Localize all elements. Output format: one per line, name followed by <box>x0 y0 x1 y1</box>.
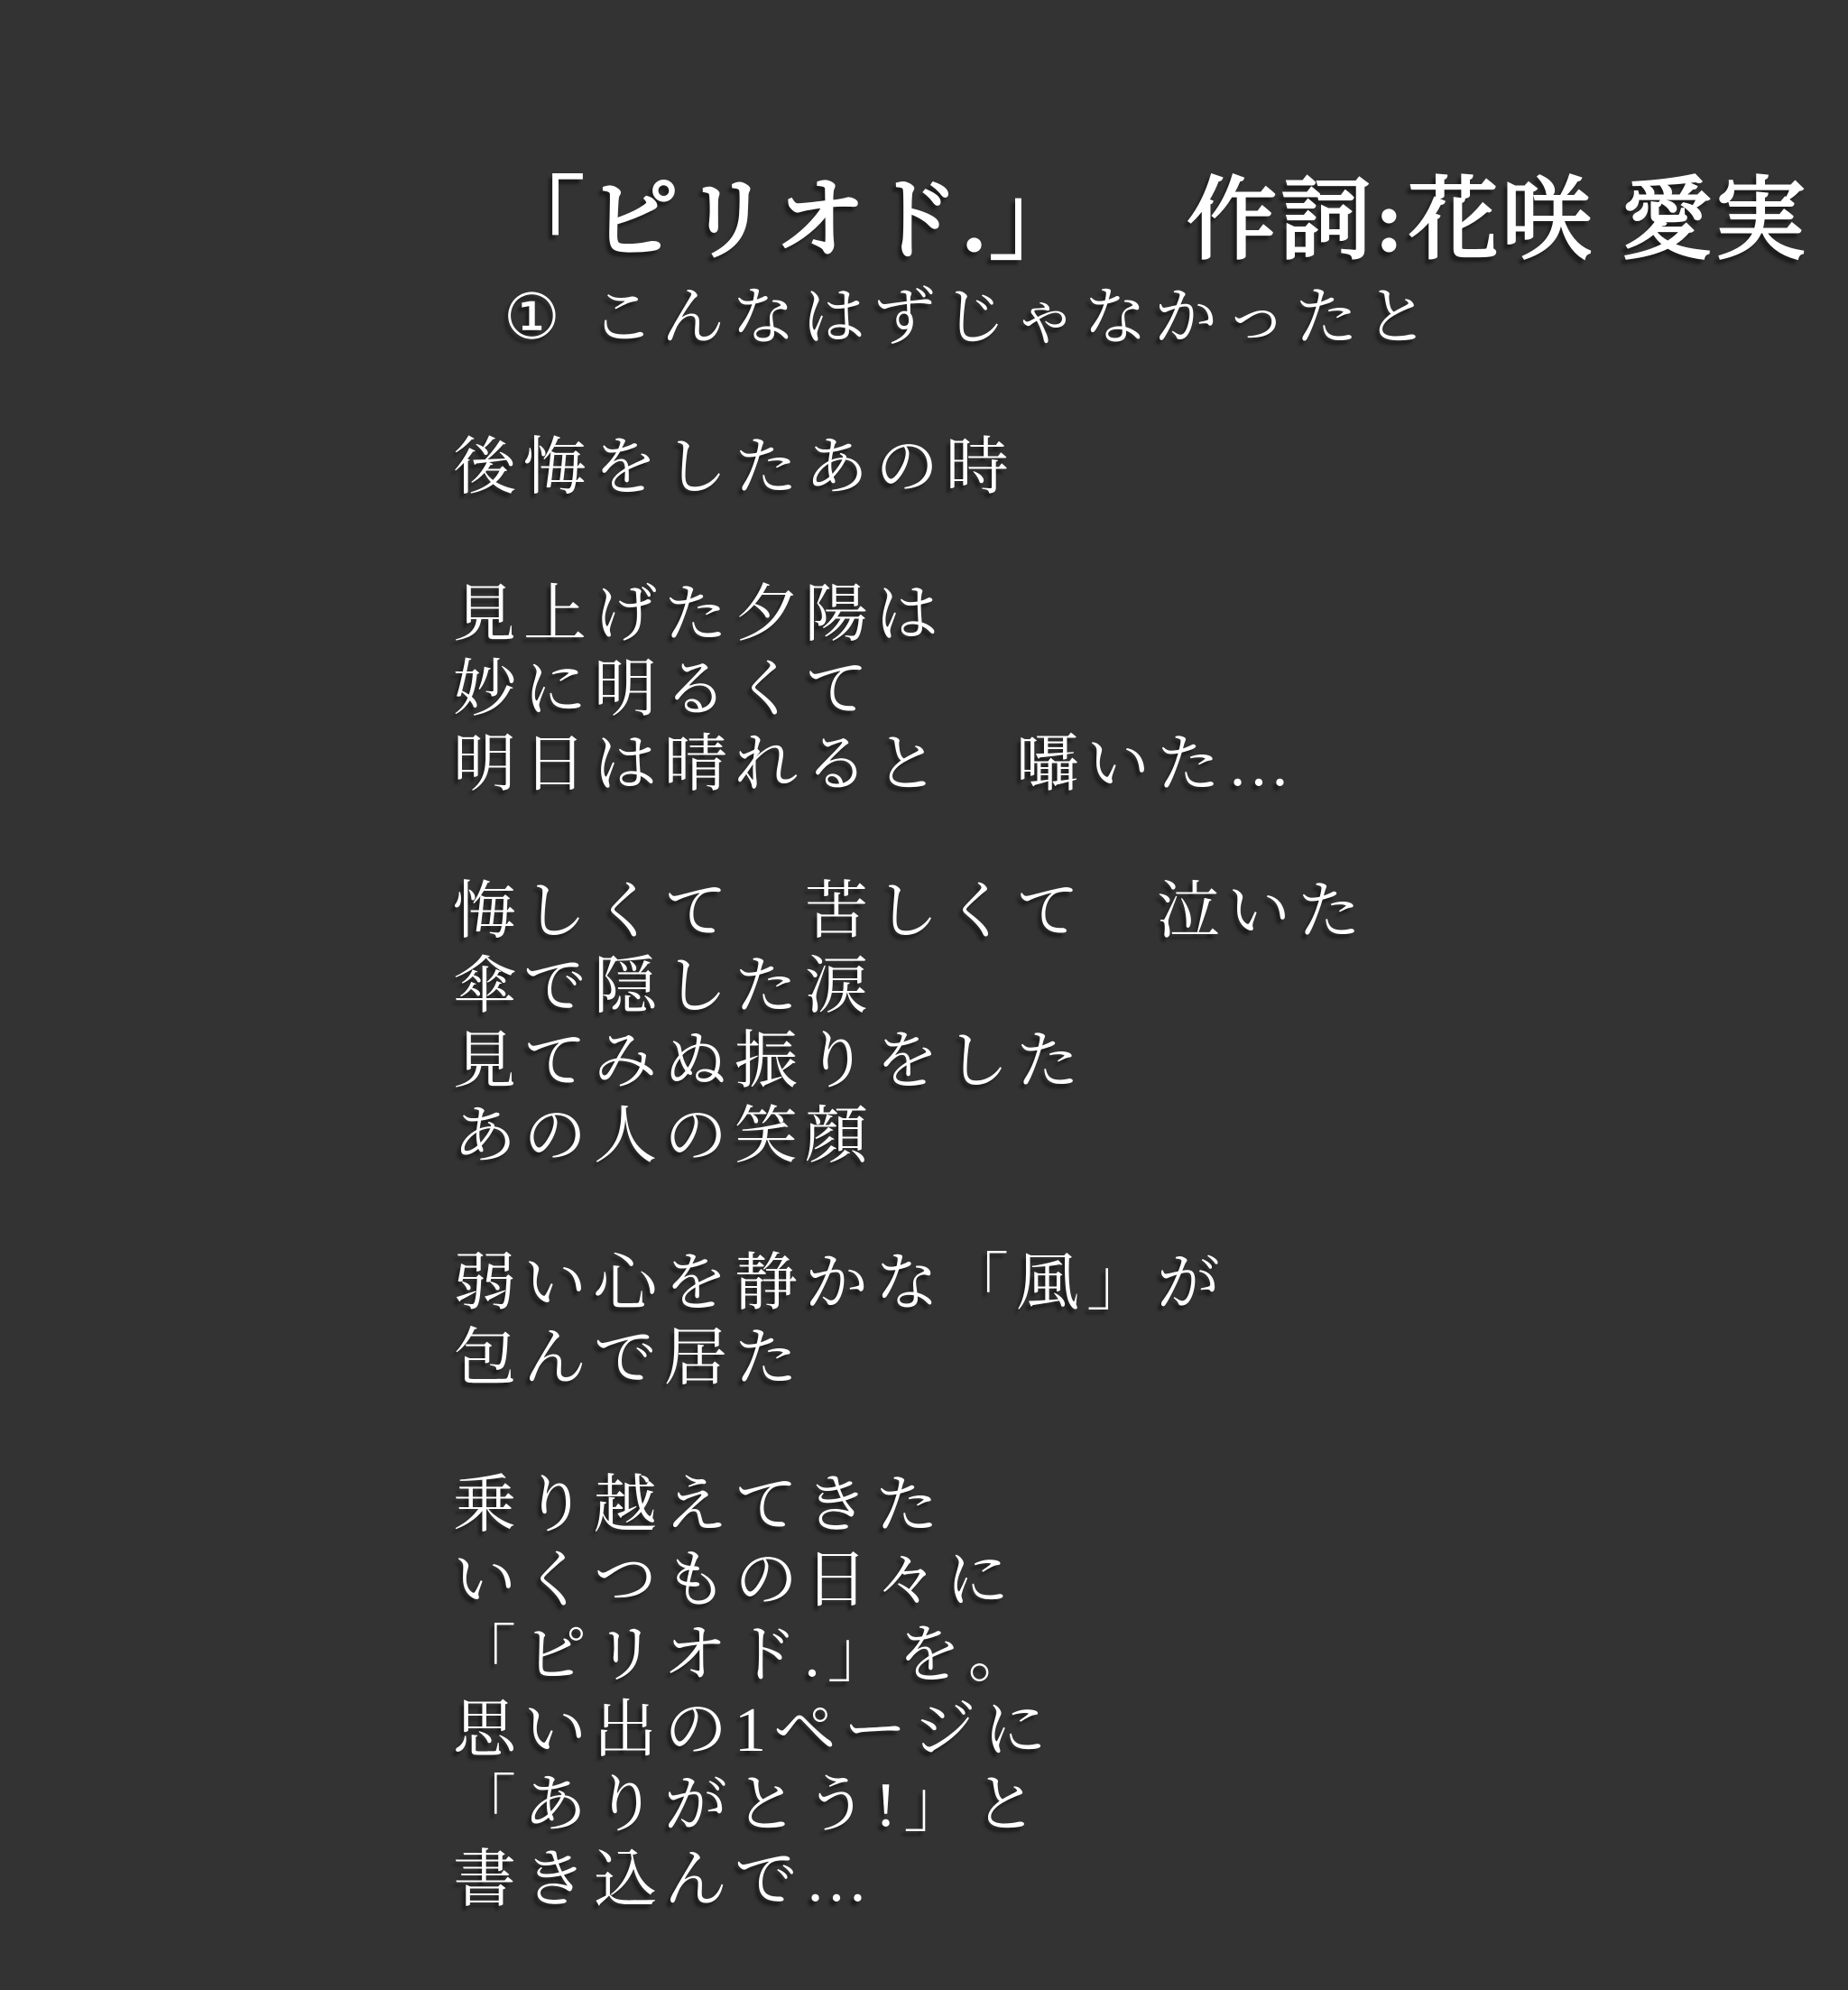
verse-number-marker: ① <box>504 283 560 353</box>
stanza-4 <box>365 1246 1436 1396</box>
lyric-line: 「ピリオド.」を。 <box>453 1621 1039 1690</box>
lyric-line: 弱い心を静かな「風」が <box>453 1249 1227 1319</box>
stanza-5 <box>365 1468 1436 1918</box>
lyric-line: 「ありがとう!」と <box>453 1771 1045 1840</box>
lyric-line: 思い出の1ページに <box>453 1696 1054 1765</box>
lyric-line: 後悔をしたあの時 <box>453 433 1016 503</box>
stanza-2 <box>365 578 1436 802</box>
lyric-line: 乗り越えてきた <box>453 1471 946 1541</box>
lyric-line: 悔しくて 苦しくて 泣いた <box>453 877 1368 947</box>
stanza-3 <box>365 875 1436 1174</box>
lyric-line: あの人の笑顔 <box>453 1102 875 1171</box>
lyric-line: 見上げた夕陽は <box>453 580 946 650</box>
lyricist-credit: 作詞:花咲 愛実 <box>1187 171 1810 271</box>
lyric-line: 明日は晴れると 囁いた… <box>453 730 1298 800</box>
lyric-text: こんなはずじゃなかったと <box>591 283 1436 353</box>
lyrics-sheet <box>365 206 1436 1990</box>
stanza-1 <box>365 206 1436 505</box>
lyric-line: 傘で隠した涙 <box>453 952 875 1022</box>
lyric-line: 妙に明るくて <box>453 655 875 725</box>
lyric-line: いくつもの日々に <box>453 1546 1016 1615</box>
lyric-line: 見てみぬ振りをした <box>453 1027 1086 1097</box>
lyric-line: 書き込んで… <box>453 1846 875 1915</box>
lyric-line: 包んで居た <box>453 1324 805 1393</box>
song-title: 「ピリオド.」 <box>494 171 1083 271</box>
lyric-line <box>365 206 1436 430</box>
